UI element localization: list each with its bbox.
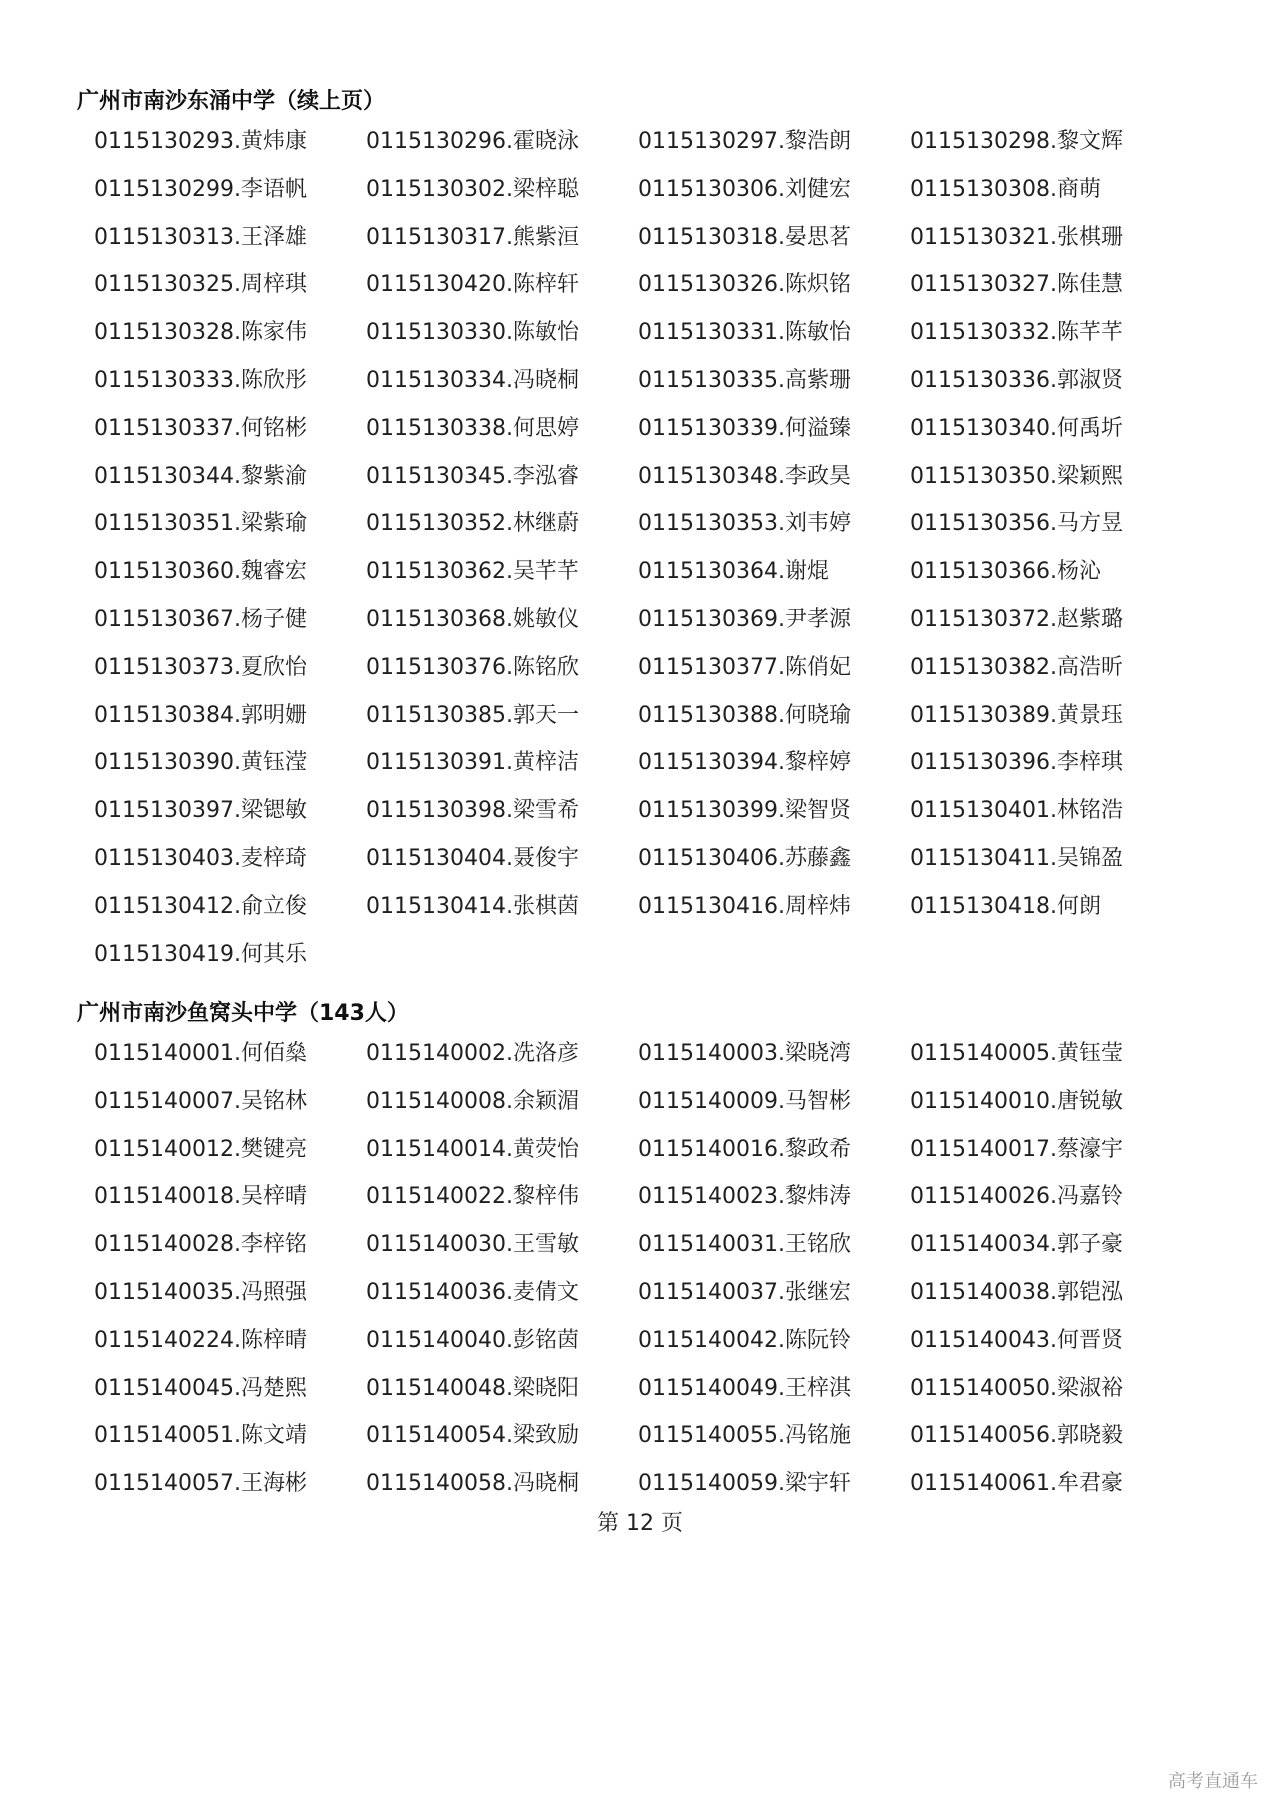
student-entry: 0115130338.何思婷 (366, 415, 579, 441)
student-entry: 0115130362.吴芊芊 (366, 559, 579, 585)
student-entry: 0115130334.冯晓桐 (366, 367, 579, 393)
student-entry: 0115140028.李梓铭 (94, 1232, 307, 1258)
student-entry: 0115140026.冯嘉铃 (910, 1184, 1123, 1210)
student-entry: 0115130326.陈炽铭 (638, 272, 851, 298)
student-entry: 0115130406.苏藤鑫 (638, 845, 851, 871)
student-entry: 0115130382.高浩昕 (910, 654, 1123, 680)
section-title-yuwotou: 广州市南沙鱼窝头中学（143人） (77, 1001, 409, 1026)
student-list-dongchong (94, 118, 1182, 978)
student-entry: 0115130297.黎浩朗 (638, 129, 851, 154)
student-entry: 0115130390.黄钰滢 (94, 750, 307, 776)
watermark-text: 高考直通车 (1168, 1771, 1258, 1792)
student-entry: 0115140051.陈文靖 (94, 1423, 307, 1449)
student-entry: 0115130397.梁锶敏 (94, 798, 307, 824)
student-entry: 0115140010.唐锐敏 (910, 1088, 1123, 1114)
student-entry: 0115130330.陈敏怡 (366, 320, 579, 346)
student-entry: 0115140061.牟君豪 (910, 1471, 1123, 1497)
student-entry: 0115130398.梁雪希 (366, 798, 579, 824)
student-entry: 0115130396.李梓琪 (910, 750, 1123, 776)
student-entry: 0115140012.樊键亮 (94, 1136, 307, 1162)
student-entry: 0115130360.魏睿宏 (94, 559, 307, 585)
student-entry: 0115140048.梁晓阳 (366, 1375, 579, 1401)
student-entry: 0115130414.张棋茵 (366, 893, 579, 919)
student-entry: 0115130345.李泓睿 (366, 463, 579, 489)
student-entry: 0115140224.陈梓晴 (94, 1327, 307, 1353)
student-entry: 0115130376.陈铭欣 (366, 654, 579, 680)
student-entry: 0115130306.刘健宏 (638, 176, 851, 202)
student-entry: 0115140038.郭铠泓 (910, 1279, 1123, 1305)
student-entry: 0115130317.熊紫洹 (366, 224, 579, 250)
student-entry: 0115140045.冯楚熙 (94, 1375, 307, 1401)
student-entry: 0115130418.何朗 (910, 893, 1101, 919)
student-entry: 0115130321.张棋珊 (910, 224, 1123, 250)
student-entry: 0115140031.王铭欣 (638, 1232, 851, 1258)
student-entry: 0115140005.黄钰莹 (910, 1041, 1123, 1066)
student-entry: 0115130313.王泽雄 (94, 224, 307, 250)
student-entry: 0115140049.王梓淇 (638, 1375, 851, 1401)
student-entry: 0115130293.黄炜康 (94, 129, 307, 154)
student-entry: 0115130366.杨沁 (910, 559, 1101, 585)
student-entry: 0115130419.何其乐 (94, 941, 307, 967)
student-entry: 0115140040.彭铭茵 (366, 1327, 579, 1353)
student-entry: 0115130335.高紫珊 (638, 367, 851, 393)
student-entry: 0115140059.梁宇轩 (638, 1471, 851, 1497)
student-entry: 0115140017.蔡濠宇 (910, 1136, 1123, 1162)
section-title-dongchong: 广州市南沙东涌中学（续上页） (77, 89, 386, 114)
student-entry: 0115130394.黎梓婷 (638, 750, 851, 776)
student-entry: 0115130348.李政昊 (638, 463, 851, 489)
student-entry: 0115140043.何晋贤 (910, 1327, 1123, 1353)
student-entry: 0115140003.梁晓湾 (638, 1041, 851, 1066)
student-entry: 0115130412.俞立俊 (94, 893, 307, 919)
student-entry: 0115130372.赵紫璐 (910, 606, 1123, 632)
student-entry: 0115130399.梁智贤 (638, 798, 851, 824)
page-number: 第 12 页 (597, 1511, 683, 1536)
student-entry: 0115130344.黎紫渝 (94, 463, 307, 489)
student-entry: 0115140054.梁致励 (366, 1423, 579, 1449)
student-entry: 0115130364.谢焜 (638, 559, 829, 585)
student-entry: 0115130296.霍晓泳 (366, 129, 579, 154)
student-entry: 0115130328.陈家伟 (94, 320, 307, 346)
student-entry: 0115130331.陈敏怡 (638, 320, 851, 346)
student-entry: 0115130403.麦梓琦 (94, 845, 307, 871)
student-entry: 0115140016.黎政希 (638, 1136, 851, 1162)
student-entry: 0115130377.陈俏妃 (638, 654, 851, 680)
student-entry: 0115140057.王海彬 (94, 1471, 307, 1497)
student-entry: 0115140056.郭晓毅 (910, 1423, 1123, 1449)
student-entry: 0115130299.李语帆 (94, 176, 307, 202)
student-entry: 0115130318.晏思茗 (638, 224, 851, 250)
student-entry: 0115140002.冼洛彦 (366, 1041, 579, 1066)
student-entry: 0115130333.陈欣彤 (94, 367, 307, 393)
student-entry: 0115130350.梁颖熙 (910, 463, 1123, 489)
student-entry: 0115130384.郭明姗 (94, 702, 307, 728)
student-entry: 0115140058.冯晓桐 (366, 1471, 579, 1497)
student-entry: 0115130411.吴锦盈 (910, 845, 1123, 871)
student-entry: 0115130298.黎文辉 (910, 129, 1123, 154)
student-entry: 0115140018.吴梓晴 (94, 1184, 307, 1210)
student-entry: 0115130367.杨子健 (94, 606, 307, 632)
student-entry: 0115130373.夏欣怡 (94, 654, 307, 680)
student-entry: 0115130401.林铭浩 (910, 798, 1123, 824)
student-entry: 0115130340.何禹圻 (910, 415, 1123, 441)
student-entry: 0115140030.王雪敏 (366, 1232, 579, 1258)
student-entry: 0115130352.林继蔚 (366, 511, 579, 537)
student-entry: 0115130388.何晓瑜 (638, 702, 851, 728)
student-entry: 0115130356.马方昱 (910, 511, 1123, 537)
student-entry: 0115140034.郭子豪 (910, 1232, 1123, 1258)
student-entry: 0115140042.陈阮铃 (638, 1327, 851, 1353)
student-entry: 0115130336.郭淑贤 (910, 367, 1123, 393)
student-entry: 0115140001.何佰燊 (94, 1041, 307, 1066)
student-entry: 0115130337.何铭彬 (94, 415, 307, 441)
student-entry: 0115140023.黎炜涛 (638, 1184, 851, 1210)
student-entry: 0115130389.黄景珏 (910, 702, 1123, 728)
student-entry: 0115130339.何溢臻 (638, 415, 851, 441)
student-entry: 0115140009.马智彬 (638, 1088, 851, 1114)
student-entry: 0115140014.黄荧怡 (366, 1136, 579, 1162)
student-entry: 0115140035.冯照强 (94, 1279, 307, 1305)
student-entry: 0115140008.余颖湄 (366, 1088, 579, 1114)
student-entry: 0115140036.麦倩文 (366, 1279, 579, 1305)
student-entry: 0115130332.陈芊芊 (910, 320, 1123, 346)
student-entry: 0115130369.尹孝源 (638, 606, 851, 632)
student-entry: 0115140022.黎梓伟 (366, 1184, 579, 1210)
student-entry: 0115130385.郭天一 (366, 702, 579, 728)
student-entry: 0115140050.梁淑裕 (910, 1375, 1123, 1401)
student-entry: 0115130391.黄梓洁 (366, 750, 579, 776)
student-entry: 0115130353.刘韦婷 (638, 511, 851, 537)
student-entry: 0115140007.吴铭林 (94, 1088, 307, 1114)
student-entry: 0115130325.周梓琪 (94, 272, 307, 298)
student-list-yuwotou (94, 1030, 1182, 1508)
student-entry: 0115140037.张继宏 (638, 1279, 851, 1305)
student-entry: 0115130420.陈梓轩 (366, 272, 579, 298)
student-entry: 0115140055.冯铭施 (638, 1423, 851, 1449)
student-entry: 0115130416.周梓炜 (638, 893, 851, 919)
student-entry: 0115130327.陈佳慧 (910, 272, 1123, 298)
student-entry: 0115130351.梁紫瑜 (94, 511, 307, 537)
student-entry: 0115130368.姚敏仪 (366, 606, 579, 632)
student-entry: 0115130302.梁梓聪 (366, 176, 579, 202)
student-entry: 0115130404.聂俊宇 (366, 845, 579, 871)
student-entry: 0115130308.商萌 (910, 176, 1101, 202)
